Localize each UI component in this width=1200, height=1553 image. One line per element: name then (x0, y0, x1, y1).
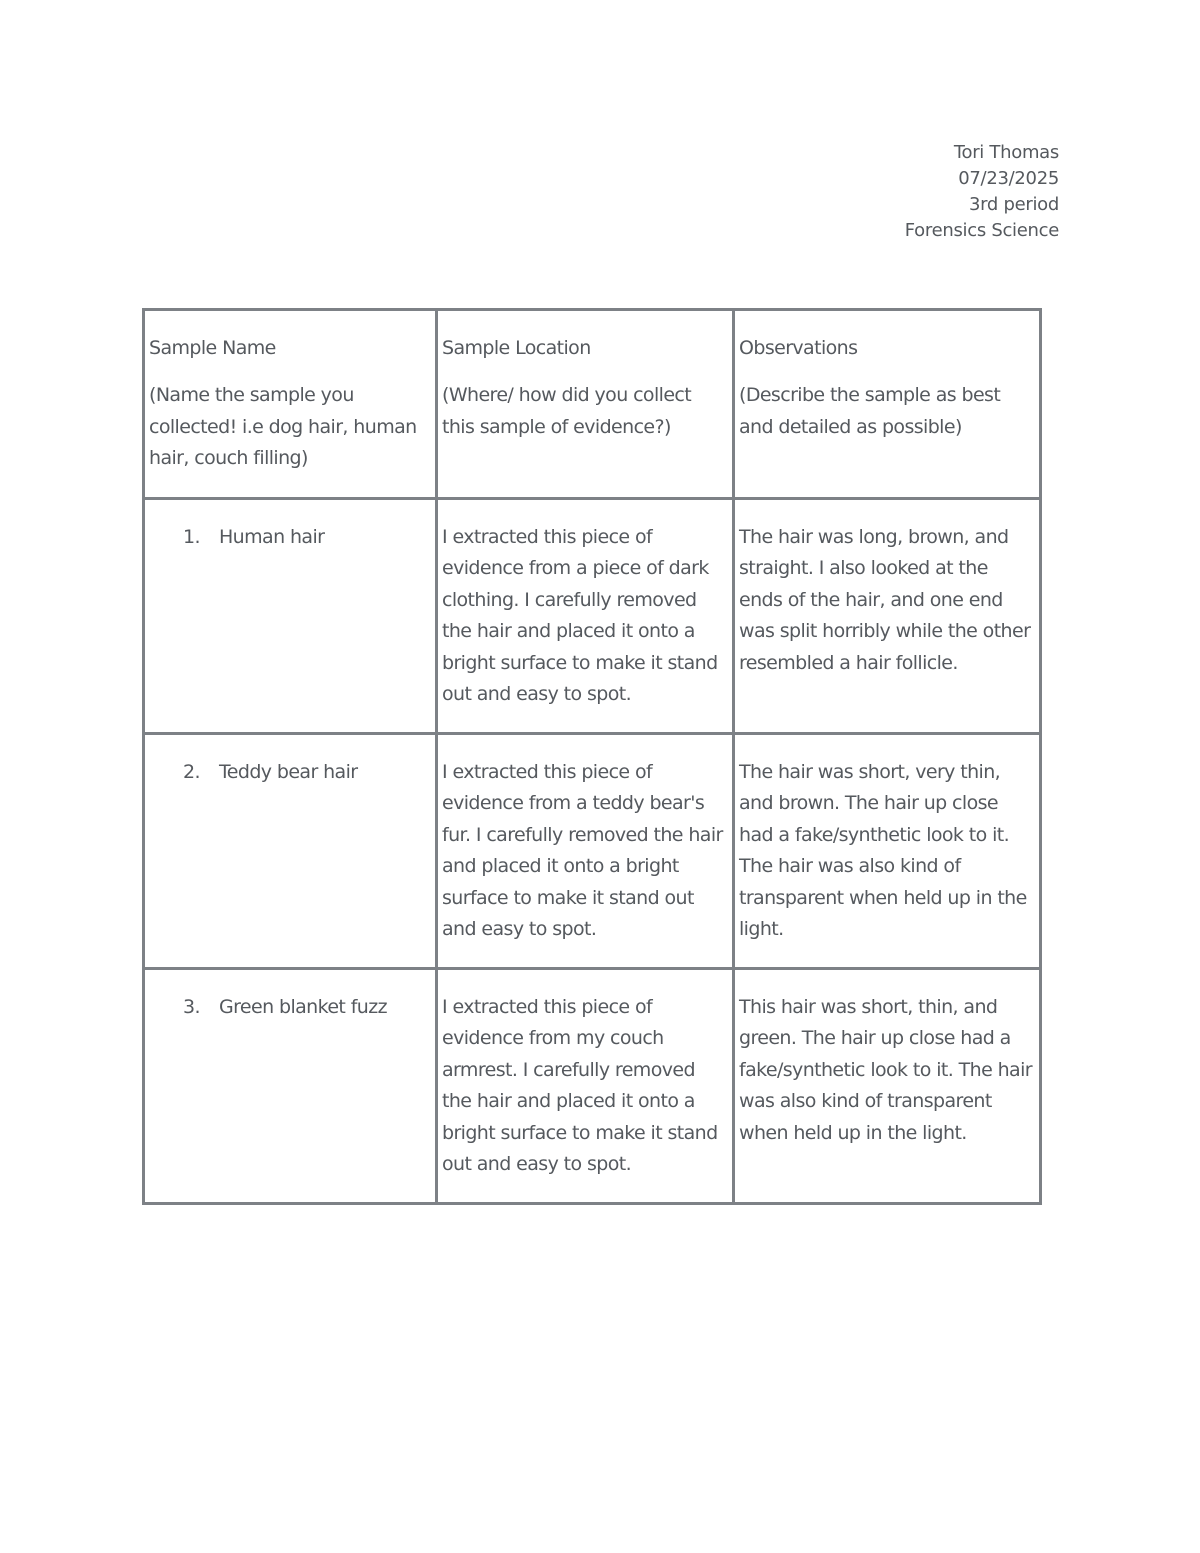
sample-name: Green blanket fuzz (219, 996, 387, 1018)
column-description: (Where/ how did you collect this sample of evidence?) (442, 384, 692, 438)
table-row (144, 499, 1041, 734)
course-name: Forensics Science (904, 220, 1059, 241)
column-title: Sample Name (149, 337, 276, 359)
column-description: (Name the sample you collected! i.e dog hair, human hair, couch filling) (149, 384, 417, 470)
column-header-sample-name (144, 310, 437, 499)
column-description: (Describe the sample as best and detailed as possible) (739, 384, 1001, 438)
student-info-header (905, 140, 1059, 244)
assignment-date: 07/23/2025 (958, 168, 1059, 189)
row-number: 2. (183, 761, 200, 783)
evidence-table (142, 308, 1042, 1205)
table-row (144, 734, 1041, 969)
sample-name-cell (144, 969, 437, 1204)
column-header-sample-location (437, 310, 734, 499)
column-title: Observations (739, 337, 858, 359)
sample-location-cell: I extracted this piece of evidence from a teddy bear's fur. I carefully removed the hair and placed it onto a bright surface to make it stand out and easy to spot. (437, 734, 734, 969)
sample-name-cell (144, 734, 437, 969)
sample-location-cell: I extracted this piece of evidence from a piece of dark clothing. I carefully removed the hair and placed it onto a bright surface to make it stand out and easy to spot. (437, 499, 734, 734)
observations-cell: The hair was short, very thin, and brown. The hair up close had a fake/synthetic look to it. The hair was also kind of transparent when held up in the light. (734, 734, 1041, 969)
sample-location-cell: I extracted this piece of evidence from my couch armrest. I carefully removed the hair and placed it onto a bright surface to make it stand out and easy to spot. (437, 969, 734, 1204)
column-title: Sample Location (442, 337, 591, 359)
sample-name: Teddy bear hair (219, 761, 358, 783)
observations-cell: This hair was short, thin, and green. The hair up close had a fake/synthetic look to it. The hair was also kind of transparent when held up in the light. (734, 969, 1041, 1204)
observations-cell: The hair was long, brown, and straight. I also looked at the ends of the hair, and one end was split horribly while the other resembled a hair follicle. (734, 499, 1041, 734)
sample-name-cell (144, 499, 437, 734)
table-header-row (144, 310, 1041, 499)
row-number: 3. (183, 996, 200, 1018)
column-header-observations (734, 310, 1041, 499)
class-period: 3rd period (968, 194, 1059, 215)
row-number: 1. (183, 526, 200, 548)
student-name: Tori Thomas (953, 142, 1059, 163)
table-row (144, 969, 1041, 1204)
sample-name: Human hair (219, 526, 325, 548)
